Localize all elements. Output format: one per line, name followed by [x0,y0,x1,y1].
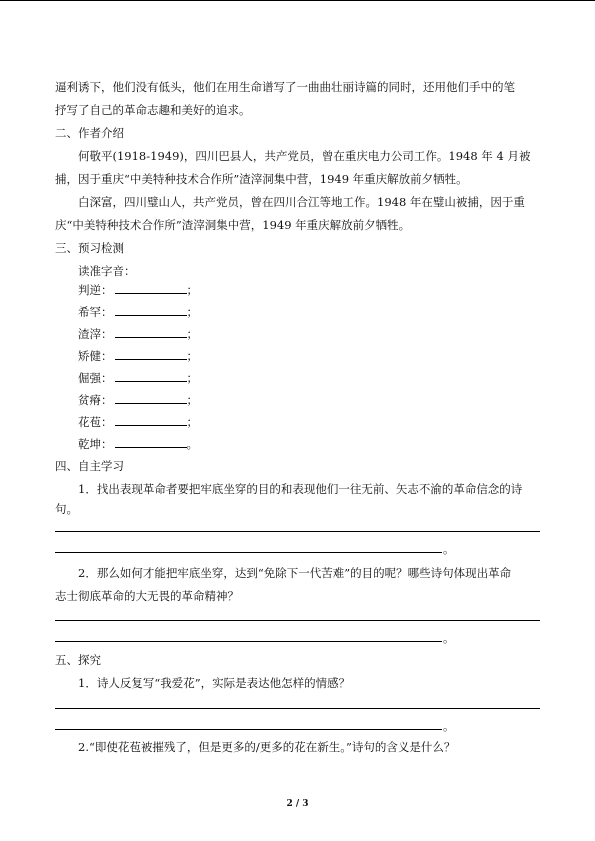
answer-end-mark: 。 [443,631,455,645]
intro-line-2: 抒写了自己的革命志趣和美好的追求。 [55,103,251,117]
pronunciation-item: 倔强： ； [78,371,198,385]
question-5-1: 1．诗人反复写“我爱花”，实际是表达他怎样的情感？ [78,676,351,690]
pronunciation-item: 渣滓： ； [78,327,198,341]
answer-blank[interactable] [115,304,187,316]
question-4-1-line-1: 1．找出表现革命者要把牢底坐穿的目的和表现他们一往无前、矢志不渝的革命信念的诗 [78,482,523,496]
question-4-2-line-1: 2．那么如何才能把牢底坐穿，达到“免除下一代苦难”的目的呢？哪些诗句体现出革命 [78,566,512,580]
author2-line-1: 白深富，四川璧山人，共产党员，曾在四川合江等地工作。1948 年在璧山被捕，因于重 [78,195,525,209]
answer-blank[interactable] [115,370,187,382]
author1-line-1: 何敬平(1918-1949)，四川巴县人，共产党员，曾在重庆电力公司工作。1948 年 4 月被 [78,149,531,163]
answer-line[interactable] [55,641,442,642]
author1-line-2: 捕，因于重庆“中美特种技术合作所”渣滓洞集中营，1949 年重庆解放前夕牺牲。 [55,172,468,186]
author2-line-2: 庆“中美特种技术合作所”渣滓洞集中营，1949 年重庆解放前夕牺牲。 [55,218,411,232]
answer-line[interactable] [55,708,540,709]
answer-blank[interactable] [115,348,187,360]
pronunciation-item: 乾坤： 。 [78,437,198,451]
pronunciation-item: 贫瘠： ； [78,393,198,407]
answer-end-mark: 。 [443,542,455,556]
header-rule [0,0,595,1]
answer-blank[interactable] [115,436,187,448]
answer-line[interactable] [55,729,442,730]
pronunciation-item: 判逆： ； [78,283,198,297]
page-number: 2 / 3 [286,799,309,809]
question-4-1-line-2: 句。 [55,502,78,516]
answer-line[interactable] [55,531,540,532]
pronunciation-item: 花苞： ； [78,415,198,429]
intro-line-1: 逼利诱下，他们没有低头，他们在用生命谱写了一曲曲壮丽诗篇的同时，还用他们手中的笔 [55,80,515,94]
answer-blank[interactable] [115,326,187,338]
section-heading-self-study: 四、自主学习 [55,459,124,473]
section-heading-author: 二、作者介绍 [55,126,124,140]
section-heading-preview: 三、预习检测 [55,241,124,255]
answer-blank[interactable] [115,282,187,294]
question-5-2: 2.“即使花苞被摧残了，但是更多的/更多的花在新生。”诗句的含义是什么？ [78,740,456,754]
pronunciation-prompt: 读准字音： [78,264,136,278]
answer-line[interactable] [55,620,540,621]
pronunciation-item: 矫健： ； [78,349,198,363]
question-4-2-line-2: 志士彻底革命的大无畏的革命精神？ [55,589,239,603]
answer-blank[interactable] [115,392,187,404]
answer-end-mark: 。 [443,719,455,733]
answer-blank[interactable] [115,414,187,426]
section-heading-explore: 五、探究 [55,653,101,667]
pronunciation-item: 希罕： ； [78,305,198,319]
answer-line[interactable] [55,552,442,553]
